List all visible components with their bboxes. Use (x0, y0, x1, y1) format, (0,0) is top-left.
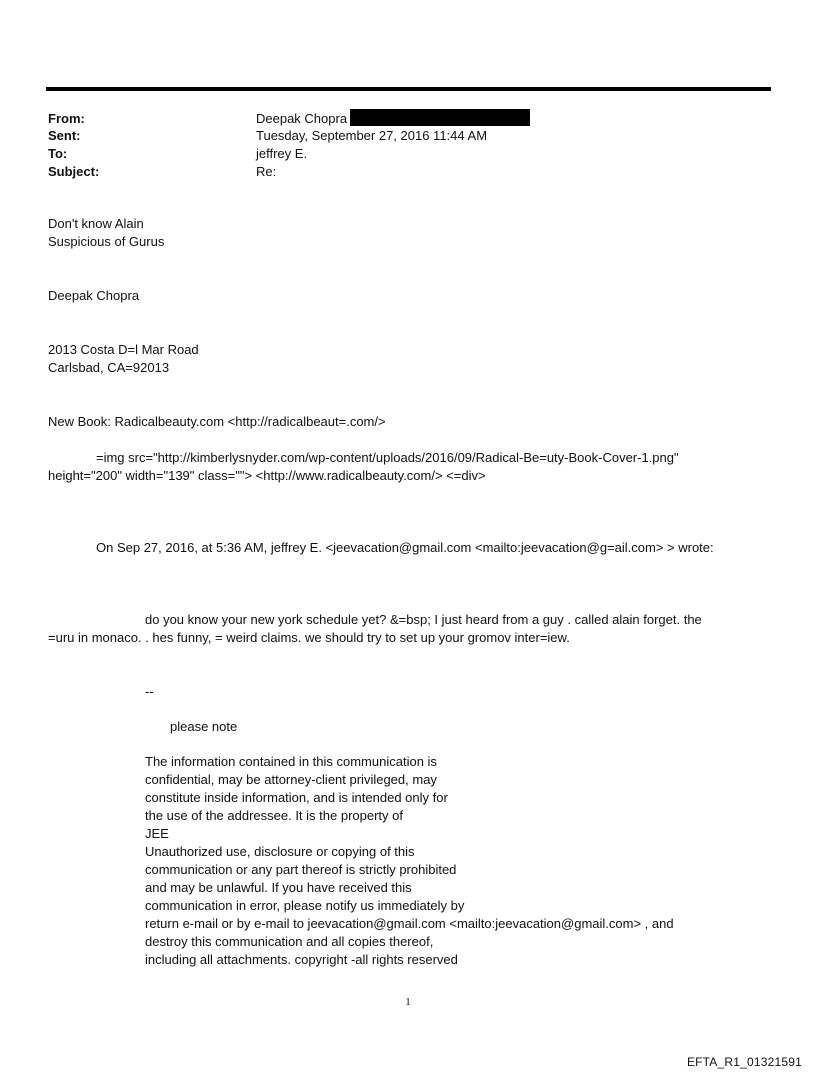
new-book-line: New Book: Radicalbeauty.com <http://radicalbeaut=.com/> (48, 414, 386, 429)
disclaimer-line: The information contained in this communication is (145, 754, 437, 769)
disclaimer-line: Unauthorized use, disclosure or copying of this (145, 844, 415, 859)
disclaimer-line: communication or any part thereof is strictly prohibited (145, 862, 457, 877)
subject-label: Subject: (48, 164, 100, 179)
header-rule (46, 87, 771, 91)
from-label: From: (48, 111, 85, 126)
quoted-line: =uru in monaco. . hes funny, = weird claims. we should try to set up your gromov inter=iew. (48, 630, 570, 645)
sent-row (48, 127, 530, 145)
bates-number: EFTA_R1_01321591 (686, 1055, 802, 1069)
img-markup-line: height="200" width="139" class=""> <http://www.radicalbeauty.com/> <=div> (48, 468, 486, 483)
from-value: Deepak Chopra (256, 111, 348, 126)
to-value: jeffrey E. (256, 146, 308, 161)
img-markup-line: =img src="http://kimberlysnyder.com/wp-content/uploads/2016/09/Radical-Be=uty-Book-Cover-1.png" (96, 450, 679, 465)
disclaimer-line: including all attachments. copyright -all rights reserved (145, 952, 458, 967)
page-number: 1 (405, 996, 411, 1008)
to-label: To: (48, 146, 68, 161)
quote-intro: On Sep 27, 2016, at 5:36 AM, jeffrey E. <jeevacation@gmail.com <mailto:jeevacation@g=ail.com> > wrote: (96, 540, 714, 555)
address-line: 2013 Costa D=l Mar Road (48, 342, 199, 357)
address-line: Carlsbad, CA=92013 (48, 360, 170, 375)
sent-value: Tuesday, September 27, 2016 11:44 AM (256, 128, 488, 143)
sent-label: Sent: (48, 128, 81, 143)
disclaimer-line: the use of the addressee. It is the property of (145, 808, 403, 823)
disclaimer-line: confidential, may be attorney-client privileged, may (145, 772, 437, 787)
disclaimer-line: destroy this communication and all copies thereof, (145, 934, 434, 949)
reply-line: Suspicious of Gurus (48, 234, 165, 249)
subject-row (48, 163, 530, 181)
reply-text (48, 215, 164, 251)
disclaimer-line: JEE (145, 826, 169, 841)
from-row (48, 109, 530, 127)
signature-name: Deepak Chopra (48, 288, 140, 303)
disclaimer-line: constitute inside information, and is intended only for (145, 790, 448, 805)
reply-line: Don't know Alain (48, 216, 144, 231)
subject-value: Re: (256, 164, 277, 179)
redaction-box (350, 109, 530, 126)
signature-address (48, 341, 199, 377)
to-row (48, 145, 530, 163)
disclaimer-line: return e-mail or by e-mail to jeevacation@gmail.com <mailto:jeevacation@gmail.com> , and (145, 916, 674, 931)
quoted-line: do you know your new york schedule yet? &=bsp; I just heard from a guy . called alain forget. the (145, 612, 702, 627)
separator: -- (145, 684, 154, 699)
disclaimer-line: communication in error, please notify us immediately by (145, 898, 465, 913)
disclaimer-line: and may be unlawful. If you have received this (145, 880, 412, 895)
please-note: please note (170, 719, 238, 734)
disclaimer (145, 753, 674, 969)
email-header (48, 109, 530, 181)
